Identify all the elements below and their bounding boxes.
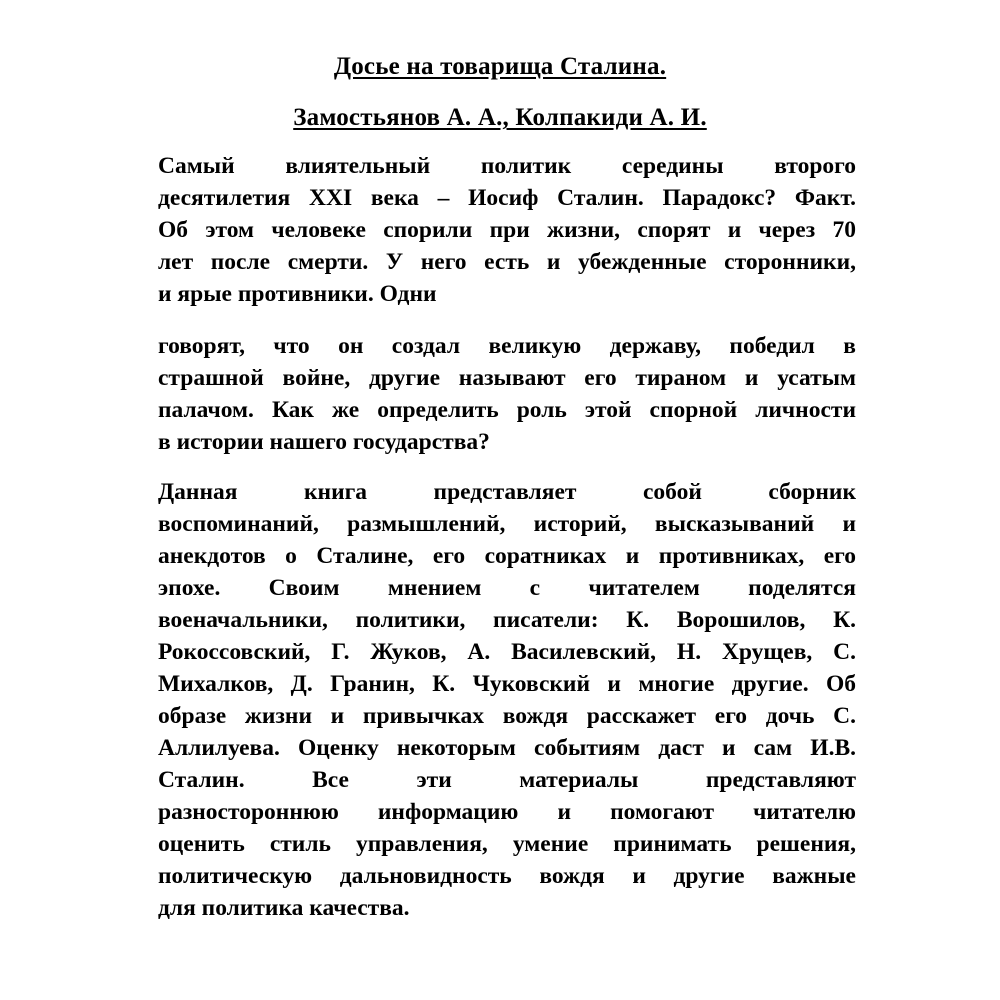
paragraph-line: лет после смерти. У него есть и убежденные сторонники, <box>158 249 856 275</box>
paragraph-line: политическую дальновидность вождя и другие важные <box>158 863 856 889</box>
paragraph-line: образе жизни и привычках вождя расскажет его дочь С. <box>158 703 856 729</box>
paragraph-description <box>158 476 856 924</box>
paragraph-line: палачом. Как же определить роль этой спорной личности <box>158 397 856 423</box>
paragraph-line: воспоминаний, размышлений, историй, высказываний и <box>158 511 856 537</box>
paragraph-line: и ярые противники. Одни <box>158 281 437 307</box>
paragraph-line: десятилетия XXI века – Иосиф Сталин. Парадокс? Факт. <box>158 185 856 211</box>
paragraph-line: страшной войне, другие называют его тираном и усатым <box>158 365 856 391</box>
paragraph-line: разностороннюю информацию и помогают читателю <box>158 799 856 825</box>
paragraph-line: Михалков, Д. Гранин, К. Чуковский и многие другие. Об <box>158 671 856 697</box>
book-authors: Замостьянов А. А., Колпакиди А. И. <box>293 104 707 131</box>
paragraph-line: в истории нашего государства? <box>158 429 490 455</box>
paragraph-intro <box>158 150 856 310</box>
paragraph-line: для политика качества. <box>158 895 410 921</box>
paragraph-question <box>158 330 856 458</box>
paragraph-line: Данная книга представляет собой сборник <box>158 479 856 505</box>
paragraph-line: Самый влиятельный политик середины второго <box>158 153 856 179</box>
paragraph-line: Аллилуева. Оценку некоторым событиям даст и сам И.В. <box>158 735 856 761</box>
paragraph-line: военачальники, политики, писатели: К. Ворошилов, К. <box>158 607 856 633</box>
paragraph-line: Об этом человеке спорили при жизни, спорят и через 70 <box>158 217 856 243</box>
paragraph-line: эпохе. Своим мнением с читателем поделятся <box>158 575 856 601</box>
book-title: Досье на товарища Сталина. <box>333 53 667 80</box>
paragraph-line: говорят, что он создал великую державу, победил в <box>158 333 856 359</box>
paragraph-line: анекдотов о Сталине, его соратниках и противниках, его <box>158 543 856 569</box>
paragraph-line: оценить стиль управления, умение принимать решения, <box>158 831 856 857</box>
paragraph-line: Сталин. Все эти материалы представляют <box>158 767 856 793</box>
paragraph-line: Рокоссовский, Г. Жуков, А. Василевский, Н. Хрущев, С. <box>158 639 856 665</box>
